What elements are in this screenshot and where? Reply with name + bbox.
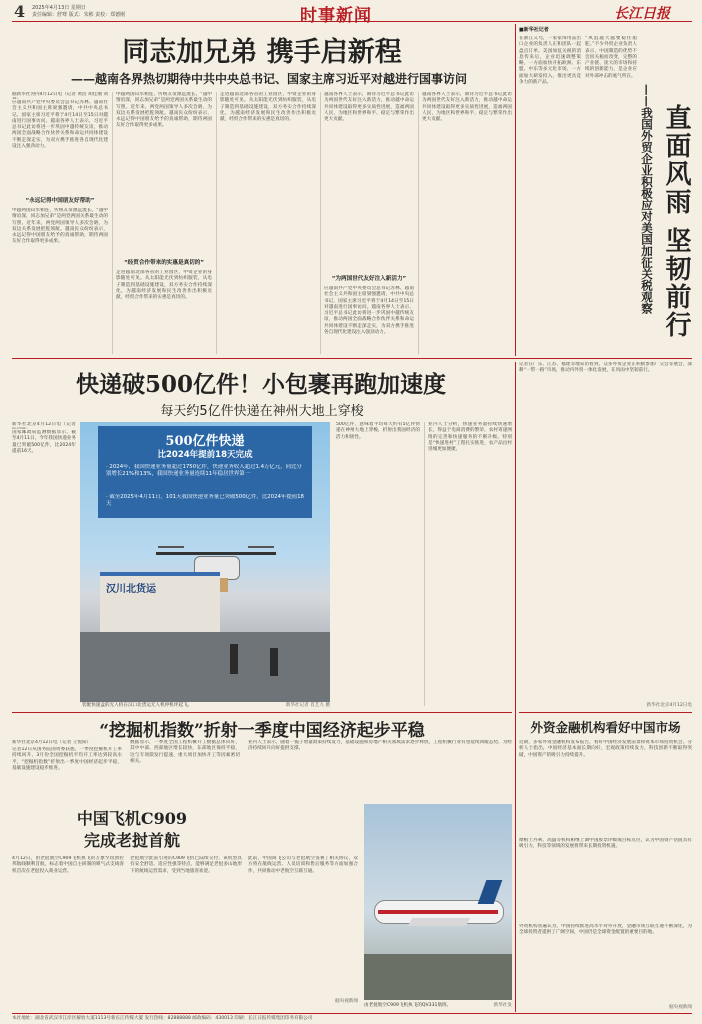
right-top-article: [519, 24, 692, 356]
right-top-body-col1: 在浙江义乌，一家家饰用品出口企业的负责人正和团队一起盘点订单。美国加征关税的消息传来后，企业迅速调整策略，一方面加快开拓欧洲、东盟、中东等多元化市场，一方面加大研发投入，推出更具竞争力的新产品。: [519, 36, 581, 86]
funds-article: [519, 716, 692, 1012]
infobox-title: 500亿件快递: [165, 434, 245, 449]
lead-subhead: ——越南各界热切期待中共中央总书记、国家主席习近平对越进行国事访问: [70, 72, 467, 86]
rule-above-funds: [519, 712, 692, 713]
person: [230, 644, 238, 674]
express-caption: 装配快递盒的无人机在汉口北货运无人机停机坪起飞。: [82, 703, 193, 708]
c909-photo-credit: 新华社发: [493, 1003, 512, 1008]
express-subhead: 每天约5亿件快递在神州大地上穿梭: [160, 404, 364, 419]
drone-rotor: [248, 546, 274, 548]
express-body-col1: 国家邮政局监测数据显示，截至4月11日，今年我国快递业务量已突破500亿件，比2024年提前16天。: [12, 430, 76, 454]
express-infobox: [98, 426, 312, 518]
right-top-subhead: ——我国外贸企业积极应对美国加征关税观察: [640, 84, 654, 314]
c909-body-col3: 此前，中国商飞公司与老挝航空签署了相关协议，双方将在航线运营、人员培训和售后服务等方面加强合作，共同推动中老航空互联互通。: [248, 856, 358, 874]
column-rule: [424, 422, 425, 706]
infobox-note-1: · 2024年，我国快递业务量超过1750亿件，快递业务收入超过1.4万亿元，同比分别增长21%和13%，我国快递业务量连续11年稳居世界第一: [106, 464, 302, 478]
express-photo: [80, 422, 330, 702]
lead-body-col4b: 应越南共产党中央委员会总书记苏林、越南社会主义共和国主席梁强邀请，中共中央总书记、国家主席习近平将于4月14日至15日对越南进行国事访问。越南各界人士表示，习近平总书记此访将进一步巩固中越传统友谊，推动两国全面战略合作伙伴关系和命运共同体建设不断走深走实，为双方携手推进各自现代化建设注入强劲动力。: [324, 286, 414, 336]
section-title: 时事新闻: [300, 6, 372, 26]
lead-body-col4: 越南各界人士表示，期待习近平总书记此访为两国世代友好注入新活力，推动越中命运共同体建设取得更多实质性进展，造福两国人民，为地区和世界和平、稳定与繁荣作出更大贡献。: [324, 92, 414, 123]
lead-body-col3: 走进越南北部各省的工业园区，中资企业的身影随处可见。从太阳能光伏到纺织服装，从电子制造到基础设施建设，双方务实合作持续深化，为越南经济发展和民生改善作出积极贡献，经贸合作带来的实惠是真切的。: [220, 92, 316, 123]
funds-body-1: 近期，多家外资金融机构发布报告，看好中国经济发展前景和资本市场投资机会。分析人士指出，中国经济基本面长期向好，宏观政策持续发力，科技创新不断取得突破，中国资产的吸引力持续提升。: [519, 740, 692, 758]
lead-body-col5: 越南各界人士表示，期待习近平总书记此访为两国世代友好注入新活力，推动越中命运共同体建设取得更多实质性进展，造福两国人民，为地区和世界和平、稳定与繁荣作出更大贡献。: [422, 92, 512, 123]
column-rule: [216, 92, 217, 354]
c909-body-col2: 老挝航空此前引进的C909飞机已陆续交付，该机型具有安全舒适、适应性强等特点，能够满足老挝多山地形下的航线运营需求，受到当地旅客欢迎。: [130, 856, 242, 874]
lead-article: [12, 24, 512, 356]
lead-subhead-3: “为两国世代友好注入新活力”: [331, 276, 407, 282]
paper-name: 长江日报: [614, 6, 670, 22]
express-article: [12, 362, 512, 710]
excavator-body-col1: 记者12日从国务院国资委获悉，一季度挖掘机开工率持续回升，3月份全国挖掘机平均开工率达到较高水平，“挖掘机指数”折射出一季度中国经济起步平稳，基础设施建设稳步推进。: [12, 747, 122, 771]
c909-body-col1: 4月12日，由老挝航空C909飞机执飞的万象至琅勃拉邦航线顺利首航，标志着中国自主研制的喷气式支线客机首次在老挝投入商业运营。: [12, 856, 124, 874]
infobox-subtitle: 比2024年提前18天完成: [157, 450, 253, 460]
masthead: [0, 0, 702, 26]
page-number: 4: [14, 2, 26, 21]
editors-line: 责任编辑：舒骞 版式：朱彬 责校：郑德刚: [32, 12, 126, 18]
right-top-continuation: [519, 362, 692, 710]
column-rule: [112, 92, 113, 354]
drone-arm: [156, 552, 276, 555]
excavator-headline: “挖掘机指数”折射一季度中国经济起步平稳: [99, 721, 425, 741]
excavator-body-col2: 数据显示，一季度全国工程机械开工数据总体向好，其中中部、西部地区增长较快，东部地区保持平稳，这与专项债发行提速、重大项目加快开工等因素密切相关。: [130, 740, 240, 764]
c909-caption: 由老挝航空C909飞机执飞的QV331航班。: [364, 1003, 452, 1008]
funds-sign: 据央视新闻: [669, 1005, 692, 1010]
masthead-rule: [12, 21, 692, 22]
right-top-body-col2: “风浪越大越要稳住船舵。”不少外贸企业负责人表示，中国制造的优势不会因关税而改变，完整的产业链、庞大的市场和持续的创新能力，是企业应对外部冲击的底气所在。: [585, 36, 637, 79]
express-headline: 快递破500亿件！小包裹再跑加速度: [75, 371, 446, 398]
ground: [80, 632, 330, 702]
c909-headline-2: 完成老挝首航: [83, 831, 180, 850]
column-rule: [418, 92, 419, 354]
rule-below-express: [12, 712, 512, 713]
c909-photo: [364, 804, 512, 1000]
right-top-sign: 新华社北京4月12日电: [646, 703, 692, 708]
excavator-source: 新华社北京4月12日电（记者 王悦阳）: [12, 740, 92, 745]
c909-headline-1: 中国飞机C909: [76, 809, 188, 828]
footer-rule: [12, 1013, 692, 1014]
excavator-body: [12, 740, 512, 800]
date-line: 2025年4月13日 星期日: [32, 5, 86, 11]
lead-headline: 同志加兄弟 携手启新程: [122, 37, 402, 68]
lead-source: 据新华社河内4月12日电（记者 黄浩 胡佳丽 刘: [12, 92, 108, 97]
section-divider: [515, 362, 516, 1012]
c909-article: [12, 804, 512, 1012]
right-top-kicker: ■新华社记者: [519, 27, 549, 33]
express-source: 新华社北京4月12日电（记者: [12, 422, 76, 427]
lead-body-col1b: 中越两国山水相连，传统友谊源远流长。“越中情谊深，同志加兄弟”是两党两国关系最生动的写照。近年来，两党两国领导人多次会晤，为双边关系发展把舵领航。越南民众纷纷表示，永远记得中国朋友给予的真诚帮助，期待两国友好合作取得更多成果。: [12, 208, 108, 245]
column-rule: [320, 92, 321, 354]
express-photo-credit: 新华社记者 肖艺九 摄: [285, 703, 330, 708]
infobox-note-2: · 截至2025年4月11日，101天我国快递业务量已突破500亿件，比2024年提前18天: [106, 494, 304, 508]
express-body-col3: 业内人士分析，快递业务量持续快速增长，得益于电商消费的繁荣、农村寄递网络的完善和快递服务的不断升级。特别是“快递进村”工程扎实推进，农产品出村进城更加便捷。: [428, 422, 512, 453]
right-top-body-col3: 记者在广东、江苏、福建等地采访看到，众多外贸企业正积极参加广交会等展会，深耕“一带一路”市场，推动内外贸一体化发展，在风雨中坚韧前行。: [519, 362, 692, 374]
person: [270, 648, 278, 676]
plane-stripe: [378, 910, 498, 914]
building-image: [100, 572, 220, 636]
funds-body-2: 摩根士丹利、高盛等机构相继上调中国股票评级或目标点位，认为中国资产估值具有吸引力，科技等领域的发展将带来长期投资机遇。: [519, 838, 692, 850]
footer-text: 本社地址：湖北省武汉市江岸区解放大道1113号新长江传媒大厦 发行热线：82888888 邮政编码：430013 印刷：长江日报传媒集团印务有限公司: [12, 1016, 313, 1021]
section-divider: [515, 24, 516, 356]
plane-tail: [478, 880, 503, 904]
funds-body-3: 外资机构普遍认为，中国持续推进高水平对外开放，金融市场互联互通不断深化，为全球投资者提供了广阔空间，中国仍是全球资金配置的重要目的地。: [519, 924, 692, 936]
lead-body-col2: 中越两国山水相连，传统友谊源远流长。“越中情谊深，同志加兄弟”是两党两国关系最生动的写照。近年来，两党两国领导人多次会晤，为双边关系发展把舵领航。越南民众纷纷表示，永远记得中国朋友给予的真诚帮助，期待两国友好合作取得更多成果。: [116, 92, 212, 129]
runway: [364, 954, 512, 1000]
lead-subhead-1: “永远记得中国朋友好帮助”: [25, 198, 95, 204]
lead-subhead-2: “经贸合作带来的实惠是真切的”: [123, 260, 205, 266]
plane-wing: [408, 918, 471, 926]
right-top-headline: 直面风雨 坚韧前行: [661, 104, 691, 340]
c909-sign: 据央视新闻: [335, 999, 358, 1004]
excavator-body-col3: 业内人士表示，随着一揽子增量政策持续发力，基础设施和房地产相关领域需求逐步释放，工程机械行业有望延续回暖态势，为经济持续回升向好提供支撑。: [248, 740, 512, 752]
funds-headline: 外资金融机构看好中国市场: [530, 720, 681, 735]
rule-below-lead: [12, 358, 692, 359]
drone-rotor: [158, 546, 184, 548]
lead-body-col2b: 走进越南北部各省的工业园区，中资企业的身影随处可见。从太阳能光伏到纺织服装，从电子制造到基础设施建设，双方务实合作持续深化，为越南经济发展和民生改善作出积极贡献，经贸合作带来的实惠是真切的。: [116, 270, 212, 301]
building-sign: 汉川北货运: [106, 584, 156, 595]
express-body-col2: 500亿件，意味着平均每天约有5亿件快递在神州大地上穿梭，折射出我国经济的活力和韧性。: [336, 422, 420, 440]
lead-body-col1: 应越南共产党中央委员会总书记苏林、越南社会主义共和国主席梁强邀请，中共中央总书记、国家主席习近平将于4月14日至15日对越南进行国事访问。越南各界人士表示，习近平总书记此访将进一步巩固中越传统友谊，推动两国全面战略合作伙伴关系和命运共同体建设不断走深走实，为双方携手推进各自现代化建设注入强劲动力。: [12, 100, 108, 150]
